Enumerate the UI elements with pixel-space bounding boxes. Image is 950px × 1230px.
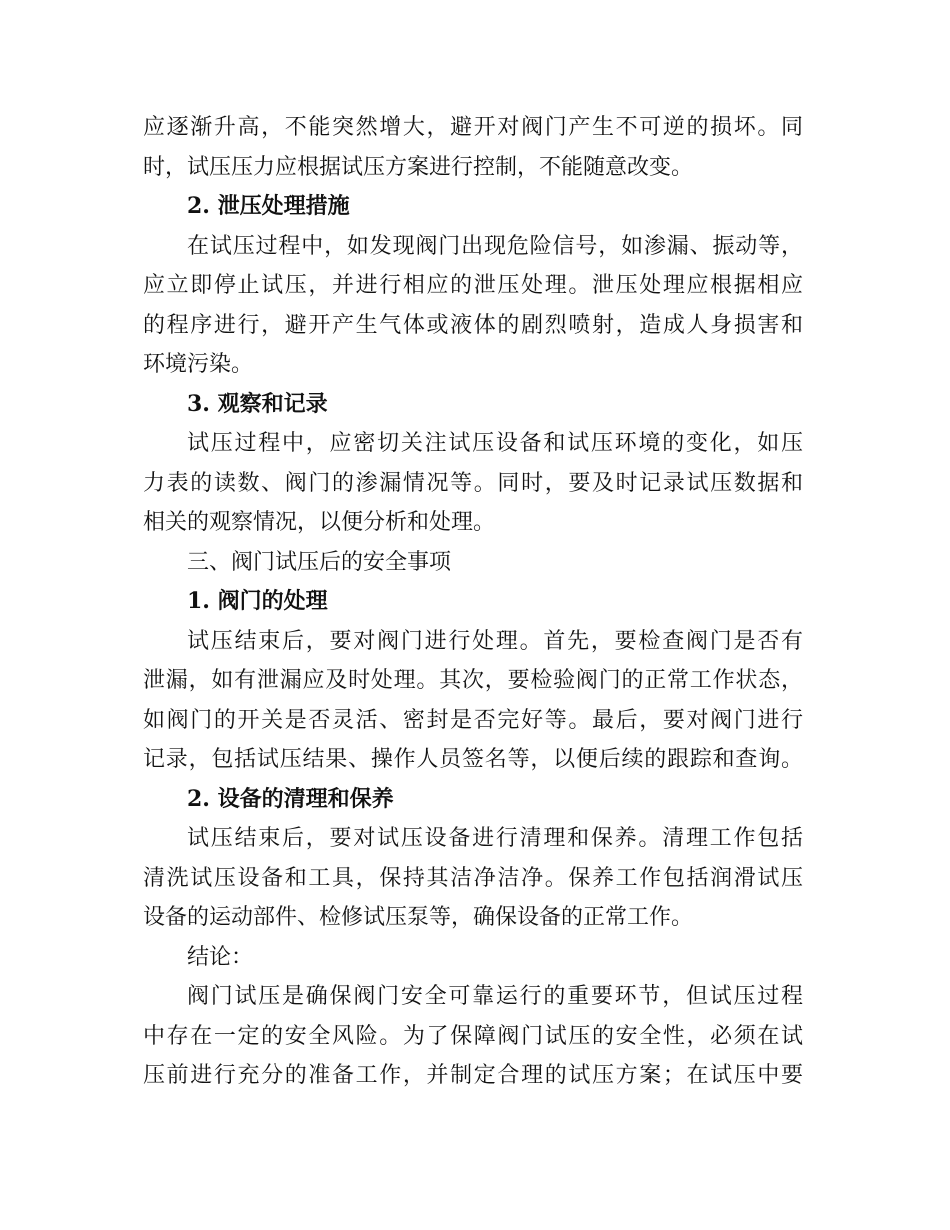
paragraph-line: 清洗试压设备和工具，保持其洁净洁净。保养工作包括润滑试压 xyxy=(143,865,803,891)
paragraph-line: 力表的读数、阀门的渗漏情况等。同时，要及时记录试压数据和 xyxy=(143,470,803,496)
chapter-heading: 三、阀门试压后的安全事项 xyxy=(187,549,452,575)
paragraph-line: 应立即停止试压，并进行相应的泄压处理。泄压处理应根据相应 xyxy=(143,273,803,298)
conclusion-label: 结论： xyxy=(187,944,254,970)
section-heading: 2. 设备的清理和保养 xyxy=(187,785,394,812)
paragraph-line: 记录，包括试压结果、操作人员签名等，以便后续的跟踪和查询。 xyxy=(143,747,803,772)
section-heading: 2. 泄压处理措施 xyxy=(187,193,350,219)
paragraph-line: 应逐渐升高，不能突然增大，避开对阀门产生不可逆的损坏。同 xyxy=(143,115,803,140)
document-body xyxy=(143,108,803,1096)
paragraph-line: 设备的运动部件、检修试压泵等，确保设备的正常工作。 xyxy=(143,905,694,930)
section-heading: 1. 阀门的处理 xyxy=(187,588,328,614)
paragraph-line: 中存在一定的安全风险。为了保障阀门试压的安全性，必须在试 xyxy=(143,1023,803,1049)
paragraph-line: 的程序进行，避开产生气体或液体的剧烈喷射，造成人身损害和 xyxy=(143,312,803,338)
paragraph-line: 试压过程中，应密切关注试压设备和试压环境的变化，如压 xyxy=(187,431,803,456)
paragraph-line: 相关的观察情况，以便分析和处理。 xyxy=(143,510,496,535)
paragraph-line: 试压结束后，要对阀门进行处理。首先，要检查阀门是否有 xyxy=(187,628,803,654)
paragraph-line: 泄漏，如有泄漏应及时处理。其次，要检验阀门的正常工作状态， xyxy=(143,668,803,693)
paragraph-line: 压前进行充分的准备工作，并制定合理的试压方案；在试压中要 xyxy=(143,1063,803,1088)
paragraph-line: 阀门试压是确保阀门安全可靠运行的重要环节，但试压过程 xyxy=(187,984,803,1009)
paragraph-line: 试压结束后，要对试压设备进行清理和保养。清理工作包括 xyxy=(187,826,803,851)
section-heading: 3. 观察和记录 xyxy=(187,390,328,417)
paragraph-line: 如阀门的开关是否灵活、密封是否完好等。最后，要对阀门进行 xyxy=(143,707,803,733)
paragraph-line: 在试压过程中，如发现阀门出现危险信号，如渗漏、振动等， xyxy=(187,233,803,259)
paragraph-line: 环境污染。 xyxy=(143,352,254,377)
paragraph-line: 时，试压压力应根据试压方案进行控制，不能随意改变。 xyxy=(143,154,694,180)
